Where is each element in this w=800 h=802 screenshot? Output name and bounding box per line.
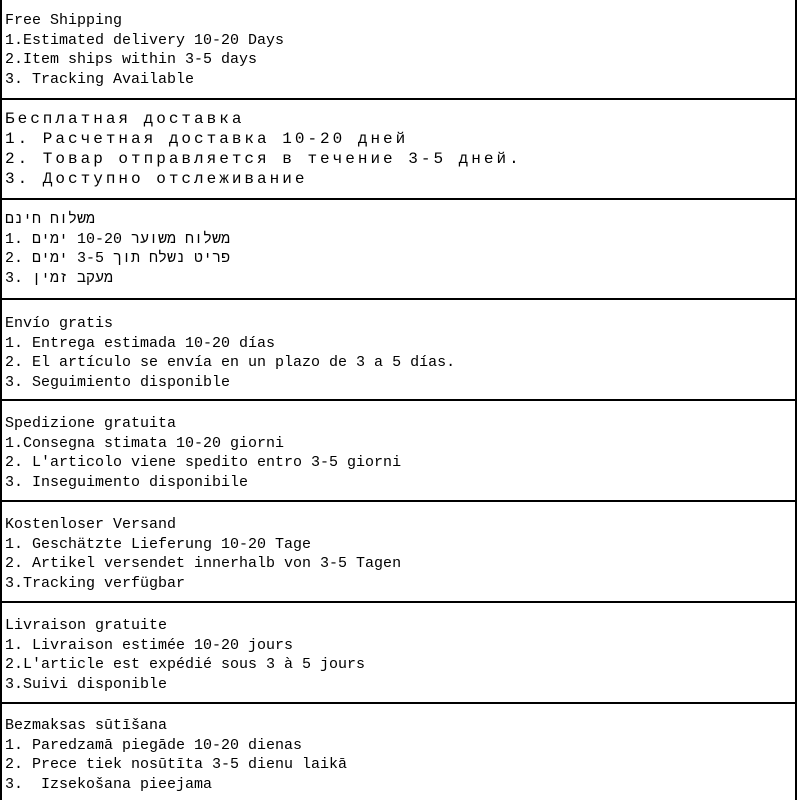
block-line-3 [5,269,795,289]
shipping-block-hebrew [2,198,795,300]
block-line-1-text: 1. משלוח משוער 10-20 ימים [5,230,231,248]
shipping-block-german [2,500,795,602]
block-line-1: 1. Livraison estimée 10-20 jours [5,636,294,654]
block-line-1: 1. Entrega estimada 10-20 días [5,334,276,352]
block-title: Livraison gratuite [5,617,168,634]
block-line-3: 3. Izsekošana pieejama [5,775,213,793]
block-line-2: 2. L'articolo viene spedito entro 3-5 giorni [5,454,402,471]
shipping-block-english [2,0,795,100]
block-line-3: 3. Inseguimento disponibile [5,473,249,491]
block-line-2: 2. El artículo se envía en un plazo de 3 a 5 días. [5,354,456,371]
block-line-1: 1. Paredzamā piegāde 10-20 dienas [5,736,303,754]
shipping-block-french [2,601,795,703]
block-title: Бесплатная доставка [5,110,245,128]
shipping-block-spanish [2,298,795,400]
block-line-3: 3. Доступно отслеживание [5,170,308,188]
shipping-block-latvian [2,702,795,802]
block-line-3: 3. Seguimiento disponible [5,373,231,391]
block-title: Free Shipping [5,12,123,29]
block-line-3: 3.Tracking verfügbar [5,574,186,592]
block-line-1: 1.Consegna stimata 10-20 giorni [5,434,285,452]
block-line-2 [5,249,795,269]
block-title: Kostenloser Versand [5,516,177,533]
block-line-1: 1.Estimated delivery 10-20 Days [5,31,285,49]
block-line-2: 2. Товар отправляется в течение 3-5 дней. [5,150,522,168]
block-title: Bezmaksas sūtīšana [5,717,168,734]
block-line-2: 2.L'article est expédié sous 3 à 5 jours [5,656,366,673]
block-line-2: 2. Prece tiek nosūtīta 3-5 dienu laikā [5,756,348,773]
block-line-3: 3.Suivi disponible [5,675,168,693]
block-title: Spedizione gratuita [5,415,177,432]
shipping-block-russian [2,98,795,200]
block-title-text: משלוח חינם [5,211,96,228]
block-title [5,210,795,230]
block-line-1: 1. Geschätzte Lieferung 10-20 Tage [5,535,312,553]
block-title: Envío gratis [5,315,114,332]
block-line-3-text: 3. מעקב זמין [5,269,114,287]
block-line-2-text: 2. פריט נשלח תוך 3-5 ימים [5,250,231,267]
block-line-2: 2.Item ships within 3-5 days [5,51,258,68]
shipping-block-italian [2,399,795,502]
block-line-2: 2. Artikel versendet innerhalb von 3-5 Tagen [5,555,402,572]
block-line-1: 1. Расчетная доставка 10-20 дней [5,130,409,148]
block-line-1 [5,230,795,250]
block-line-3: 3. Tracking Available [5,70,195,88]
